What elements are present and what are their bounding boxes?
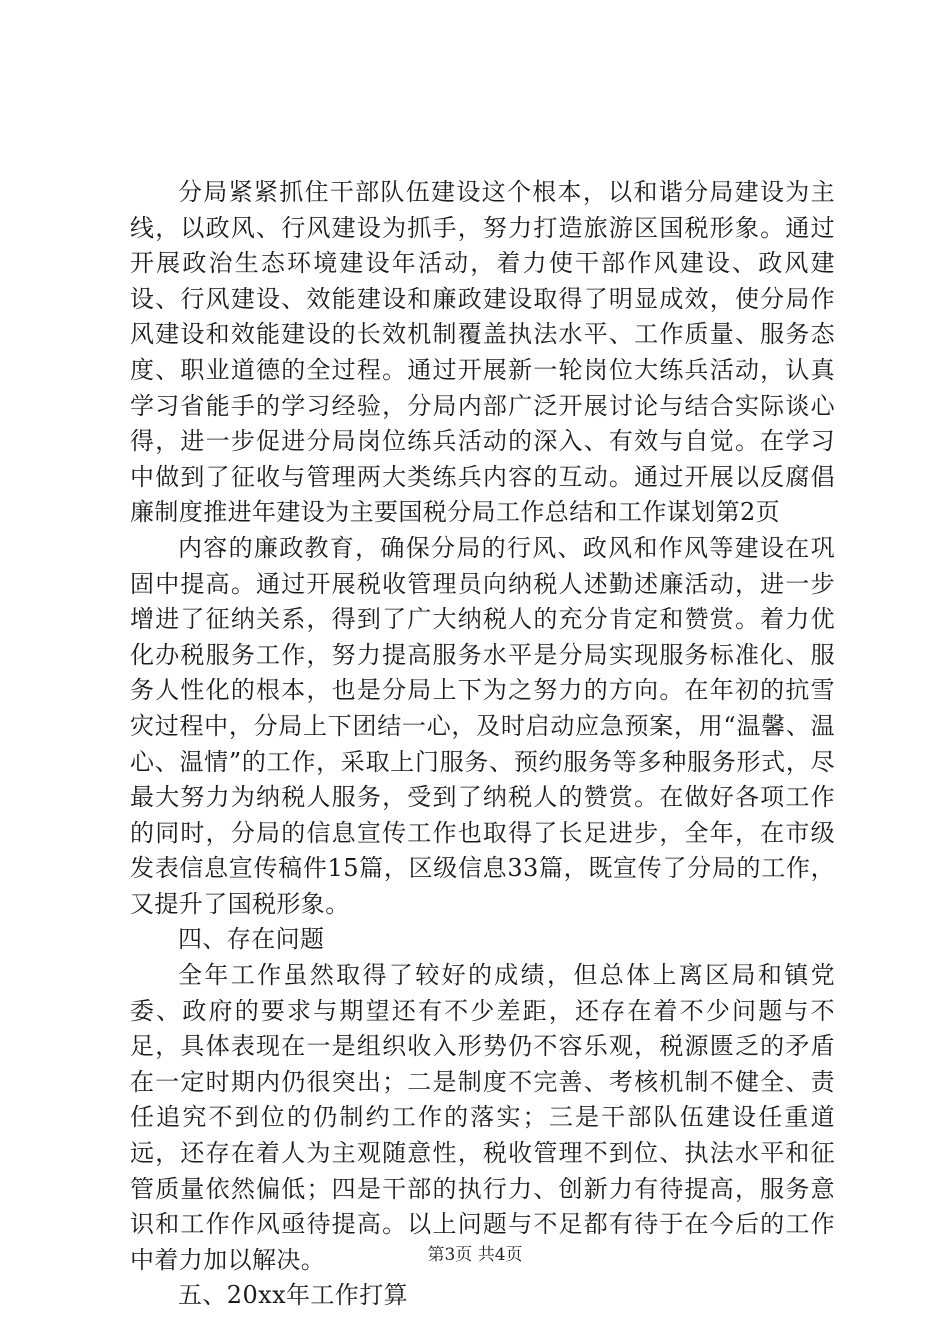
document-body (130, 175, 835, 1314)
paragraph-integrity-education: 内容的廉政教育，确保分局的行风、政风和作风等建设在巩固中提高。通过开展税收管理员向纳税人述勤述廉活动，进一步增进了征纳关系，得到了广大纳税人的充分肯定和赞赏。着力优化办税服务工作，努力提高服务水平是分局实现服务标准化、服务人性化的根本，也是分局上下为之努力的方向。在年初的抗雪灾过程中，分局上下团结一心，及时启动应急预案，用“温馨、温心、温情”的工作，采取上门服务、预约服务等多种服务形式，尽最大努力为纳税人服务，受到了纳税人的赞赏。在做好各项工作的同时，分局的信息宣传工作也取得了长足进步，全年，在市级发表信息宣传稿件15篇，区级信息33篇，既宣传了分局的工作，又提升了国税形象。 (130, 533, 835, 918)
section-heading-work-plan: 五、20xx年工作打算 (178, 1281, 409, 1310)
section-heading-existing-problems: 四、存在问题 (178, 925, 325, 954)
paragraph-problems: 全年工作虽然取得了较好的成绩，但总体上离区局和镇党委、政府的要求与期望还有不少差距，还存在着不少问题与不足，具体表现在一是组织收入形势仍不容乐观，税源匮乏的矛盾在一定时期内仍很突出；二是制度不完善、考核机制不健全、责任追究不到位的仍制约工作的落实；三是干部队伍建设任重道远，还存在着人为主观随意性，税收管理不到位、执法水平和征管质量依然偏低；四是干部的执行力、创新力有待提高，服务意识和工作作风亟待提高。以上问题与不足都有待于在今后的工作中着力加以解决。 (130, 961, 835, 1274)
page-footer: 第3页 共4页 (427, 1245, 523, 1265)
paragraph-cadre-team-building: 分局紧紧抓住干部队伍建设这个根本，以和谐分局建设为主线，以政风、行风建设为抓手，努力打造旅游区国税形象。通过开展政治生态环境建设年活动，着力使干部作风建设、政风建设、行风建设、效能建设和廉政建设取得了明显成效，使分局作风建设和效能建设的长效机制覆盖执法水平、工作质量、服务态度、职业道德的全过程。通过开展新一轮岗位大练兵活动，认真学习省能手的学习经验，分局内部广泛开展讨论与结合实际谈心得，进一步促进分局岗位练兵活动的深入、有效与自觉。在学习中做到了征收与管理两大类练兵内容的互动。通过开展以反腐倡廉制度推进年建设为主要国税分局工作总结和工作谋划第2页 (130, 178, 835, 527)
